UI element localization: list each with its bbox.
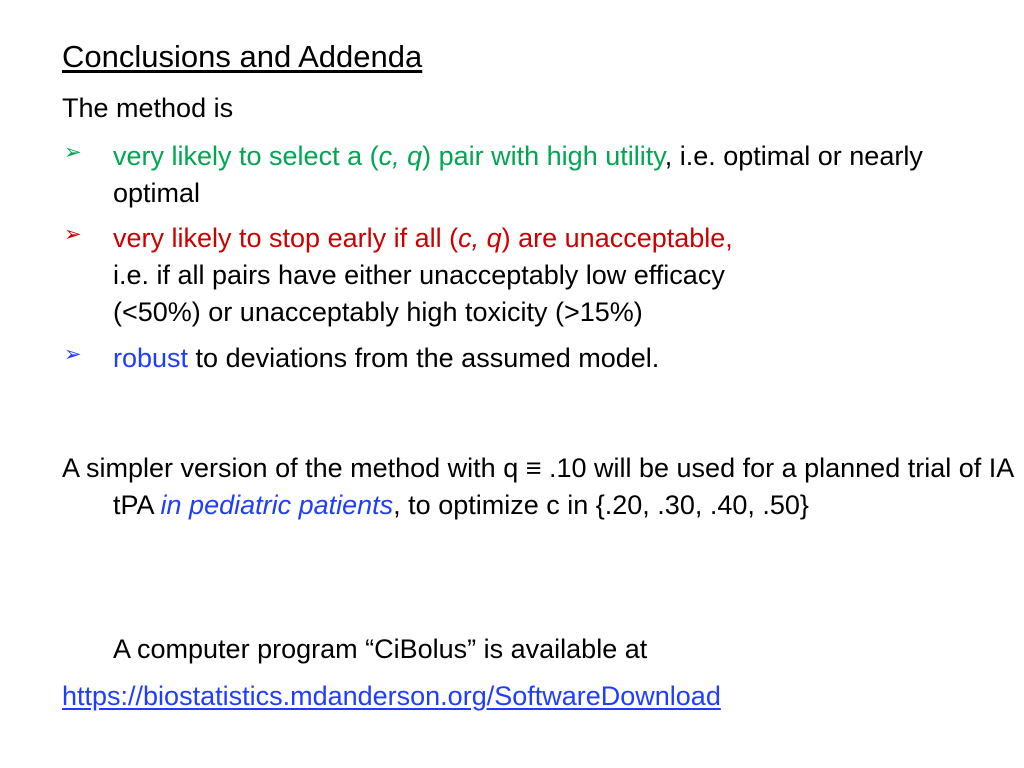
arrow-bullet-icon: ➢ — [64, 222, 82, 247]
arrow-bullet-icon: ➢ — [64, 140, 82, 164]
bullet-colored-text: very likely to stop early if all ( — [113, 223, 459, 254]
bullet-colored-text: ) are unacceptable, — [501, 223, 733, 254]
bullet-colored-text: very likely to select a ( — [113, 141, 379, 171]
intro-text: The method is — [62, 93, 234, 123]
paragraph-text: , to optimize c in {.20, .30, .40, .50} — [393, 489, 809, 520]
bullet-item-utility — [62, 138, 1007, 211]
bullet-text: (<50%) or unacceptably high toxicity (>15%) — [113, 296, 643, 327]
software-download-link-row — [62, 678, 1007, 715]
bullet-variable: c, q — [458, 223, 502, 254]
program-availability-text: A computer program “CiBolus” is available at — [113, 634, 648, 664]
bullet-variable: c, q — [378, 141, 423, 171]
bullet-list — [62, 138, 1007, 385]
bullet-text: i.e. if all pairs have either unacceptably low efficacy — [113, 260, 725, 291]
bullet-colored-text: ) pair with high utility — [422, 141, 665, 171]
pediatric-patients-text: in pediatric patients — [160, 489, 394, 520]
bullet-colored-text: robust — [113, 342, 189, 373]
slide-title: Conclusions and Addenda — [62, 39, 423, 74]
bullet-text: to deviations from the assumed model. — [188, 342, 660, 373]
paragraph-text: A simpler version of the method with q ≡ .10 will be used for a planned trial of IA tPA — [62, 453, 1013, 520]
bullet-item-stop-early — [62, 220, 1007, 330]
simpler-version-paragraph — [62, 450, 1024, 523]
bullet-text: , i.e. optimal or nearly optimal — [113, 141, 923, 208]
bullet-item-robust — [62, 340, 1007, 377]
software-download-link[interactable]: https://biostatistics.mdanderson.org/SoftwareDownload — [62, 681, 721, 711]
arrow-bullet-icon: ➢ — [64, 341, 82, 366]
